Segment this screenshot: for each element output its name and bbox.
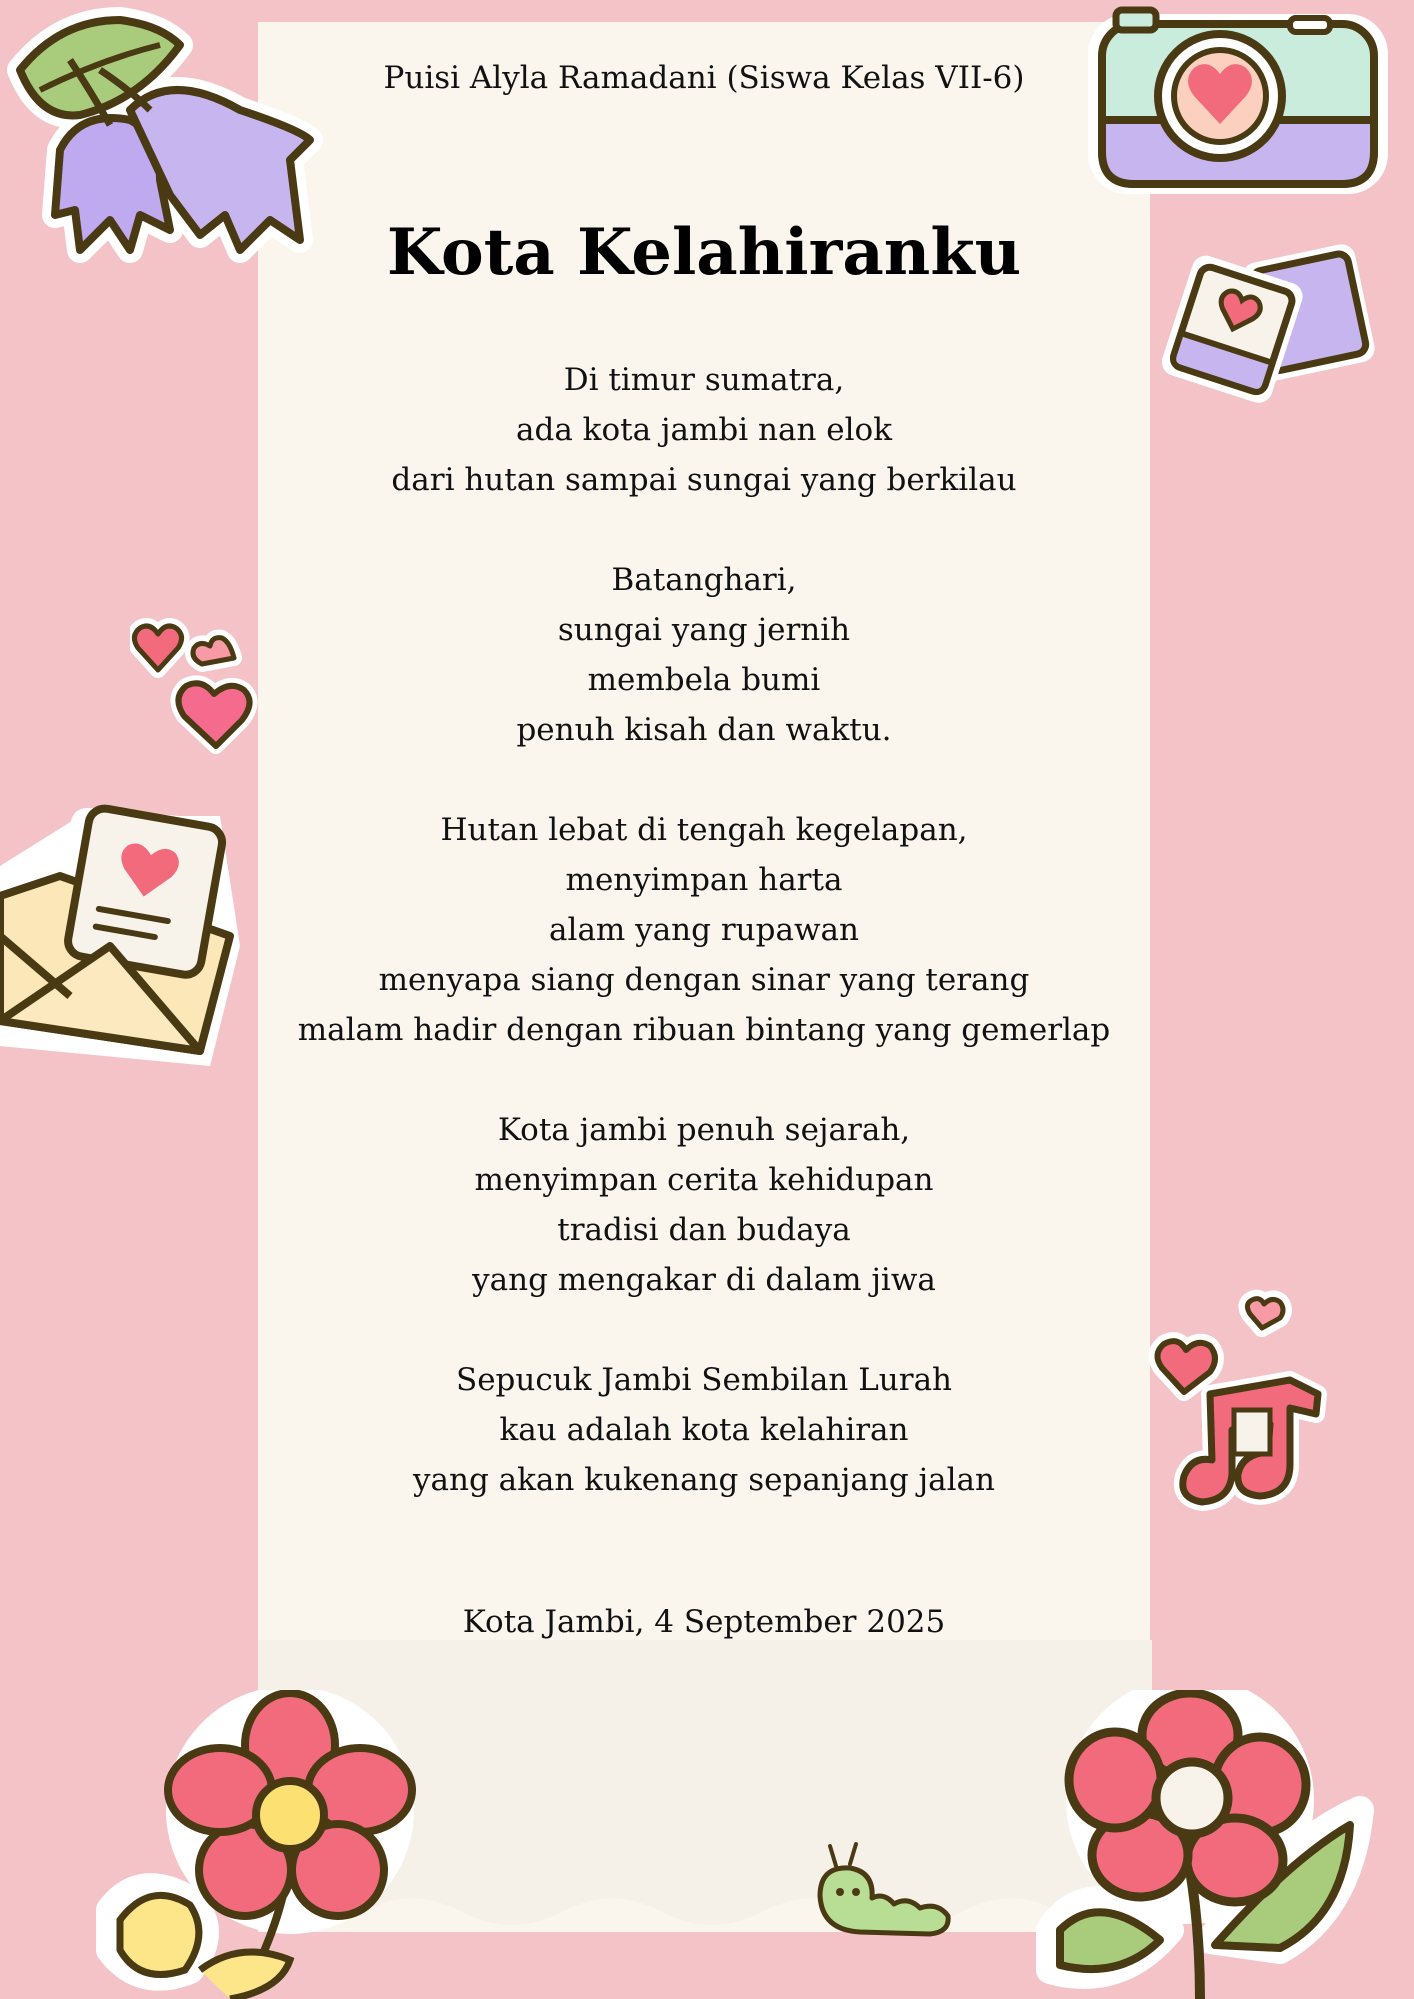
poem-line: Batanghari, [611,562,797,598]
poem-line: Sepucuk Jambi Sembilan Lurah [455,1362,953,1398]
poem-line: membela bumi [587,662,821,698]
photo-cards-icon [1155,228,1385,408]
bellflower-icon [0,0,330,320]
poem-line: Kota jambi penuh sejarah, [497,1112,911,1148]
poem-line: dari hutan sampai sungai yang berkilau [391,462,1017,498]
poem-line: menyapa siang dengan sinar yang terang [378,962,1030,998]
envelope-icon [0,796,250,1086]
stanza [258,805,1150,1055]
author-line: Puisi Alyla Ramadani (Siswa Kelas VII-6) [383,60,1025,96]
flower-icon [1030,1690,1414,1999]
poem-body [258,355,1150,1555]
stanza [258,1105,1150,1305]
music-notes-icon [1140,1284,1340,1514]
camera-icon [1068,0,1414,215]
poem-title: Kota Kelahiranku [386,215,1022,290]
flower-icon [80,1690,440,1999]
poem-line: penuh kisah dan waktu. [516,712,892,748]
poem-line: tradisi dan budaya [557,1212,851,1248]
poem-line: Di timur sumatra, [563,362,845,398]
poem-line: yang mengakar di dalam jiwa [472,1262,936,1298]
poem-line: malam hadir dengan ribuan bintang yang gemerlap [297,1012,1111,1048]
caterpillar-icon [800,1836,960,1946]
place-date: Kota Jambi, 4 September 2025 [462,1604,946,1640]
stanza [258,1355,1150,1505]
poem-line: ada kota jambi nan elok [516,412,892,448]
poem-line: menyimpan cerita kehidupan [474,1162,934,1198]
poem-line: kau adalah kota kelahiran [499,1412,909,1448]
stanza [258,555,1150,755]
stanza [258,355,1150,505]
poem-line: menyimpan harta [565,862,843,898]
poem-line: yang akan kukenang sepanjang jalan [413,1462,995,1498]
poem-line: Hutan lebat di tengah kegelapan, [440,812,968,848]
poem-line: alam yang rupawan [549,912,859,948]
poem-line: sungai yang jernih [557,612,851,648]
hearts-icon [130,598,290,758]
